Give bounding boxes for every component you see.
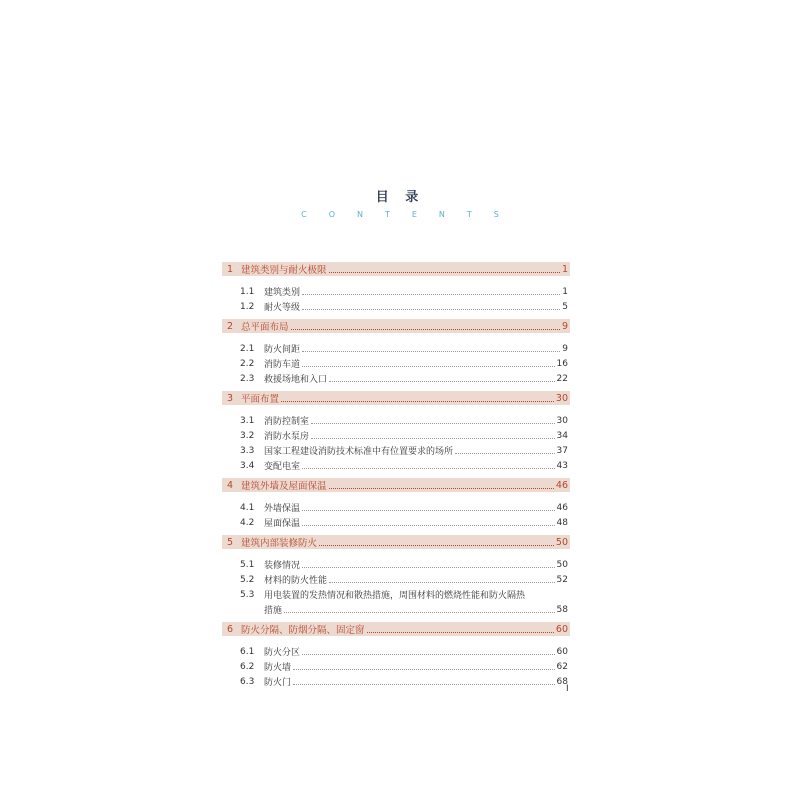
section-page: 50 xyxy=(556,559,568,570)
section-page: 52 xyxy=(556,574,568,585)
toc-section-group xyxy=(222,413,570,473)
section-title: 消防控制室 xyxy=(264,417,310,427)
section-title: 建筑类别 xyxy=(264,288,301,298)
section-page: 46 xyxy=(556,502,568,513)
toc-section-row[interactable] xyxy=(222,644,570,659)
page-subtitle: CONTENTS xyxy=(301,210,521,219)
chapter-number: 4 xyxy=(227,479,234,491)
section-title: 屋面保温 xyxy=(264,519,301,529)
section-number: 2.2 xyxy=(240,358,255,369)
dot-leader xyxy=(319,545,554,546)
section-number: 2.3 xyxy=(240,373,255,384)
chapter-number: 3 xyxy=(227,392,234,404)
dot-leader xyxy=(455,453,555,454)
chapter-page: 60 xyxy=(555,623,568,635)
chapter-number: 1 xyxy=(227,263,234,275)
section-title: 消防车道 xyxy=(264,360,301,370)
chapter-page: 9 xyxy=(561,320,568,332)
dot-leader xyxy=(302,309,560,310)
toc-section-row[interactable] xyxy=(222,659,570,674)
dot-leader xyxy=(302,468,555,469)
toc-section-row[interactable] xyxy=(222,587,570,602)
dot-leader xyxy=(329,381,555,382)
section-number: 5.1 xyxy=(240,559,255,570)
toc-chapter-row[interactable] xyxy=(222,535,570,549)
toc-chapter-row[interactable] xyxy=(222,391,570,405)
section-title-continued: 措施 xyxy=(264,606,283,616)
chapter-number: 5 xyxy=(227,536,234,548)
toc-chapter-row[interactable] xyxy=(222,262,570,276)
toc-section-row[interactable] xyxy=(222,341,570,356)
chapter-page: 1 xyxy=(561,263,568,275)
toc-section-row[interactable] xyxy=(222,458,570,473)
toc-section-group xyxy=(222,341,570,386)
section-title: 变配电室 xyxy=(264,462,301,472)
dot-leader xyxy=(311,423,555,424)
section-number: 4.1 xyxy=(240,502,255,513)
toc-section-group xyxy=(222,500,570,530)
toc-section-row[interactable] xyxy=(222,557,570,572)
section-page: 1 xyxy=(562,286,568,297)
section-number: 6.2 xyxy=(240,661,255,672)
chapter-page: 30 xyxy=(555,392,568,404)
toc-section-row[interactable] xyxy=(222,500,570,515)
page-title: 目 录 xyxy=(375,190,425,205)
section-title: 消防水泵房 xyxy=(264,432,310,442)
section-page: 43 xyxy=(556,460,568,471)
section-number: 2.1 xyxy=(240,343,255,354)
dot-leader xyxy=(302,351,560,352)
toc-section-group xyxy=(222,644,570,689)
dot-leader xyxy=(367,632,554,633)
table-of-contents xyxy=(222,262,570,694)
dot-leader xyxy=(302,294,560,295)
section-title: 防火门 xyxy=(264,678,292,688)
section-number: 6.3 xyxy=(240,676,255,687)
section-title: 防火分区 xyxy=(264,648,301,658)
dot-leader xyxy=(302,525,555,526)
section-title: 用电装置的发热情况和散热措施，周围材料的燃烧性能和防火隔热 xyxy=(264,591,526,601)
dot-leader xyxy=(302,366,555,367)
section-number: 5.2 xyxy=(240,574,255,585)
dot-leader xyxy=(293,684,555,685)
toc-section-row[interactable] xyxy=(222,413,570,428)
section-page: 48 xyxy=(556,517,568,528)
dot-leader xyxy=(284,612,555,613)
dot-leader xyxy=(293,669,555,670)
section-title: 救援场地和入口 xyxy=(264,375,328,385)
chapter-title: 防火分隔、防烟分隔、固定窗 xyxy=(241,625,365,636)
toc-chapter-row[interactable] xyxy=(222,478,570,492)
toc-section-row[interactable] xyxy=(222,371,570,386)
chapter-page: 46 xyxy=(555,479,568,491)
chapter-page: 50 xyxy=(555,536,568,548)
section-number: 5.3 xyxy=(240,589,255,600)
section-title: 外墙保温 xyxy=(264,504,301,514)
dot-leader xyxy=(302,567,555,568)
toc-section-group xyxy=(222,284,570,314)
section-number: 3.3 xyxy=(240,445,255,456)
section-page: 16 xyxy=(556,358,568,369)
section-number: 3.4 xyxy=(240,460,255,471)
dot-leader xyxy=(302,654,555,655)
toc-section-row[interactable] xyxy=(222,572,570,587)
section-number: 3.2 xyxy=(240,430,255,441)
chapter-title: 建筑内部装修防火 xyxy=(241,538,318,549)
chapter-title: 建筑外墙及屋面保温 xyxy=(241,481,327,492)
toc-chapter-row[interactable] xyxy=(222,319,570,333)
toc-section-row[interactable] xyxy=(222,356,570,371)
toc-section-row[interactable] xyxy=(222,284,570,299)
dot-leader xyxy=(291,329,560,330)
section-title: 国家工程建设消防技术标准中有位置要求的场所 xyxy=(264,447,454,457)
section-number: 3.1 xyxy=(240,415,255,426)
section-page: 30 xyxy=(556,415,568,426)
dot-leader xyxy=(329,488,554,489)
section-page: 68 xyxy=(556,676,568,687)
section-page: 62 xyxy=(556,661,568,672)
toc-section-row[interactable] xyxy=(222,299,570,314)
section-page: 5 xyxy=(562,301,568,312)
chapter-number: 6 xyxy=(227,623,234,635)
section-number: 1.1 xyxy=(240,286,255,297)
section-page: 22 xyxy=(556,373,568,384)
dot-leader xyxy=(329,272,560,273)
section-page: 9 xyxy=(562,343,568,354)
dot-leader xyxy=(281,401,554,402)
section-title: 防火间距 xyxy=(264,345,301,355)
section-title: 装修情况 xyxy=(264,561,301,571)
toc-section-row[interactable] xyxy=(222,443,570,458)
section-title: 防火墙 xyxy=(264,663,292,673)
dot-leader xyxy=(302,510,555,511)
section-page: 60 xyxy=(556,646,568,657)
section-page: 58 xyxy=(556,604,568,615)
chapter-title: 建筑类别与耐火极限 xyxy=(241,265,327,276)
section-number: 1.2 xyxy=(240,301,255,312)
section-title: 材料的防火性能 xyxy=(264,576,328,586)
section-number: 6.1 xyxy=(240,646,255,657)
toc-section-row[interactable] xyxy=(222,515,570,530)
toc-chapter-row[interactable] xyxy=(222,622,570,636)
section-page: 34 xyxy=(556,430,568,441)
section-page: 37 xyxy=(556,445,568,456)
page-folio: I xyxy=(566,684,569,694)
dot-leader xyxy=(329,582,555,583)
chapter-title: 平面布置 xyxy=(241,394,280,405)
chapter-number: 2 xyxy=(227,320,234,332)
toc-section-row[interactable] xyxy=(222,674,570,689)
toc-section-group xyxy=(222,557,570,617)
chapter-title: 总平面布局 xyxy=(241,322,289,333)
toc-section-row[interactable] xyxy=(222,428,570,443)
toc-section-row-continued[interactable] xyxy=(222,602,570,617)
section-title: 耐火等级 xyxy=(264,303,301,313)
section-number: 4.2 xyxy=(240,517,255,528)
dot-leader xyxy=(311,438,555,439)
